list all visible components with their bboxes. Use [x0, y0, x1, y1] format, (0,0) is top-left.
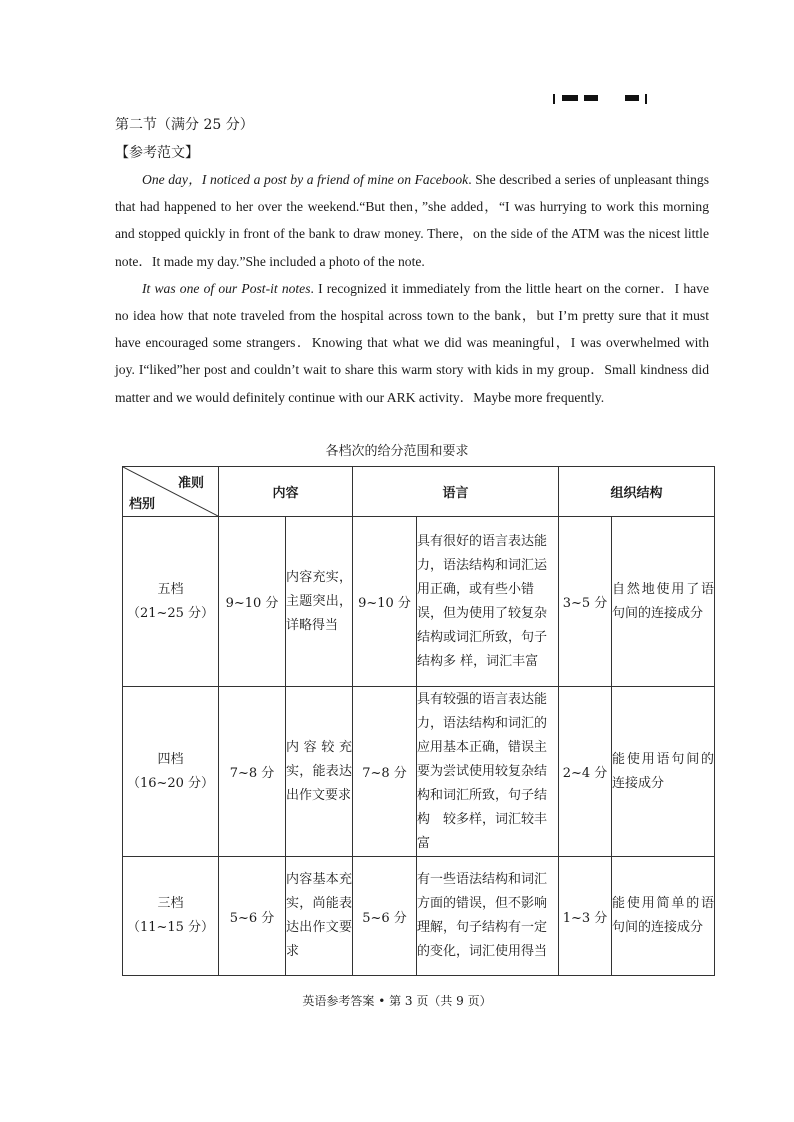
essay-text: . She described a series of unpleasant things that had happened to her over the weekend.“But then，”she added，“I was hurrying to work this morning and stopped quickly in front of the bank to draw money. There，on the side of the ATM was the nicest little note．It made my day.”She included a photo of the note. [115, 172, 710, 269]
corner-criteria-label: 准则 [177, 476, 204, 491]
header-organization: 组织结构 [559, 467, 715, 517]
tier-name: 四档 [157, 751, 184, 767]
corner-cell [123, 467, 219, 517]
tier-range: （21~25 分） [126, 605, 215, 621]
org-desc: 能使用语句间的连接成分 [612, 687, 715, 857]
table-row [123, 687, 715, 857]
org-score: 3~5 分 [559, 517, 612, 687]
org-desc: 能使用简单的语句间的连接成分 [612, 857, 715, 976]
section-title: 第二节（满分 25 分） [115, 117, 254, 133]
page-marker [553, 94, 653, 104]
header-language: 语言 [353, 467, 559, 517]
essay-paragraph [115, 166, 709, 275]
org-score: 1~3 分 [559, 857, 612, 976]
essay-text: . I recognized it immediately from the little heart on the corner．I have no idea how that note traveled from the hospital across town to the bank，but I’m pretty sure that it must have encouraged some strangers．Knowing that what we did was meaningful，I was overwhelmed with joy. I“liked”her post and couldn’t wait to share this warm story with kids in my group．Small kindness did matter and we would definitely continue with our ARK activity．Maybe more frequently. [115, 280, 709, 405]
table-caption: 各档次的给分范围和要求 [325, 444, 469, 459]
org-desc: 自然地使用了语句间的连接成分 [612, 517, 715, 687]
page-footer: 英语参考答案 • 第 3 页（共 9 页） [302, 994, 492, 1008]
language-desc: 有一些语法结构和词汇方面的错误，但不影响理解，句子结构有一定的变化，词汇使用得当 [417, 857, 559, 976]
tier-name: 五档 [157, 581, 184, 597]
content-desc: 内容较充实，能表达出作文要求 [286, 687, 353, 857]
header-content: 内容 [219, 467, 353, 517]
content-desc: 内容基本充实，尚能表达出作文要求 [286, 857, 353, 976]
content-score: 7~8 分 [219, 687, 286, 857]
tier-range: （11~15 分） [126, 920, 215, 935]
content-score: 9~10 分 [219, 517, 286, 687]
language-score: 7~8 分 [353, 687, 417, 857]
language-score: 5~6 分 [353, 857, 417, 976]
language-desc: 具有很好的语言表达能力，语法结构和词汇运用正确，或有些小错误，但为使用了较复杂结构或词汇所致，句子结构多 样，词汇丰富 [417, 517, 559, 687]
essay-italic-opening: One day，I noticed a post by a friend of mine on Facebook [142, 172, 469, 187]
essay-italic-opening: It was one of our Post-it notes [142, 280, 311, 296]
language-desc: 具有较强的语言表达能力，语法结构和词汇的应用基本正确，错误主要为尝试使用较复杂结构和词汇所致，句子结构 较多样，词汇较丰富 [417, 687, 559, 857]
corner-tier-label: 档别 [129, 497, 156, 512]
essay-paragraph [115, 275, 709, 411]
tier-cell [123, 687, 219, 857]
table-row [123, 517, 715, 687]
content-desc: 内容充实，主题突出，详略得当 [286, 517, 353, 687]
tier-range: （16~20 分） [126, 775, 215, 791]
reference-label: 【参考范文】 [115, 145, 199, 161]
content-score: 5~6 分 [219, 857, 286, 976]
org-score: 2~4 分 [559, 687, 612, 857]
tier-cell [123, 517, 219, 687]
sample-essay [115, 166, 709, 411]
tier-cell [123, 857, 219, 976]
table-header-row [123, 467, 715, 517]
table-row [123, 857, 715, 976]
scoring-table [122, 466, 715, 976]
tier-name: 三档 [157, 896, 184, 911]
language-score: 9~10 分 [353, 517, 417, 687]
